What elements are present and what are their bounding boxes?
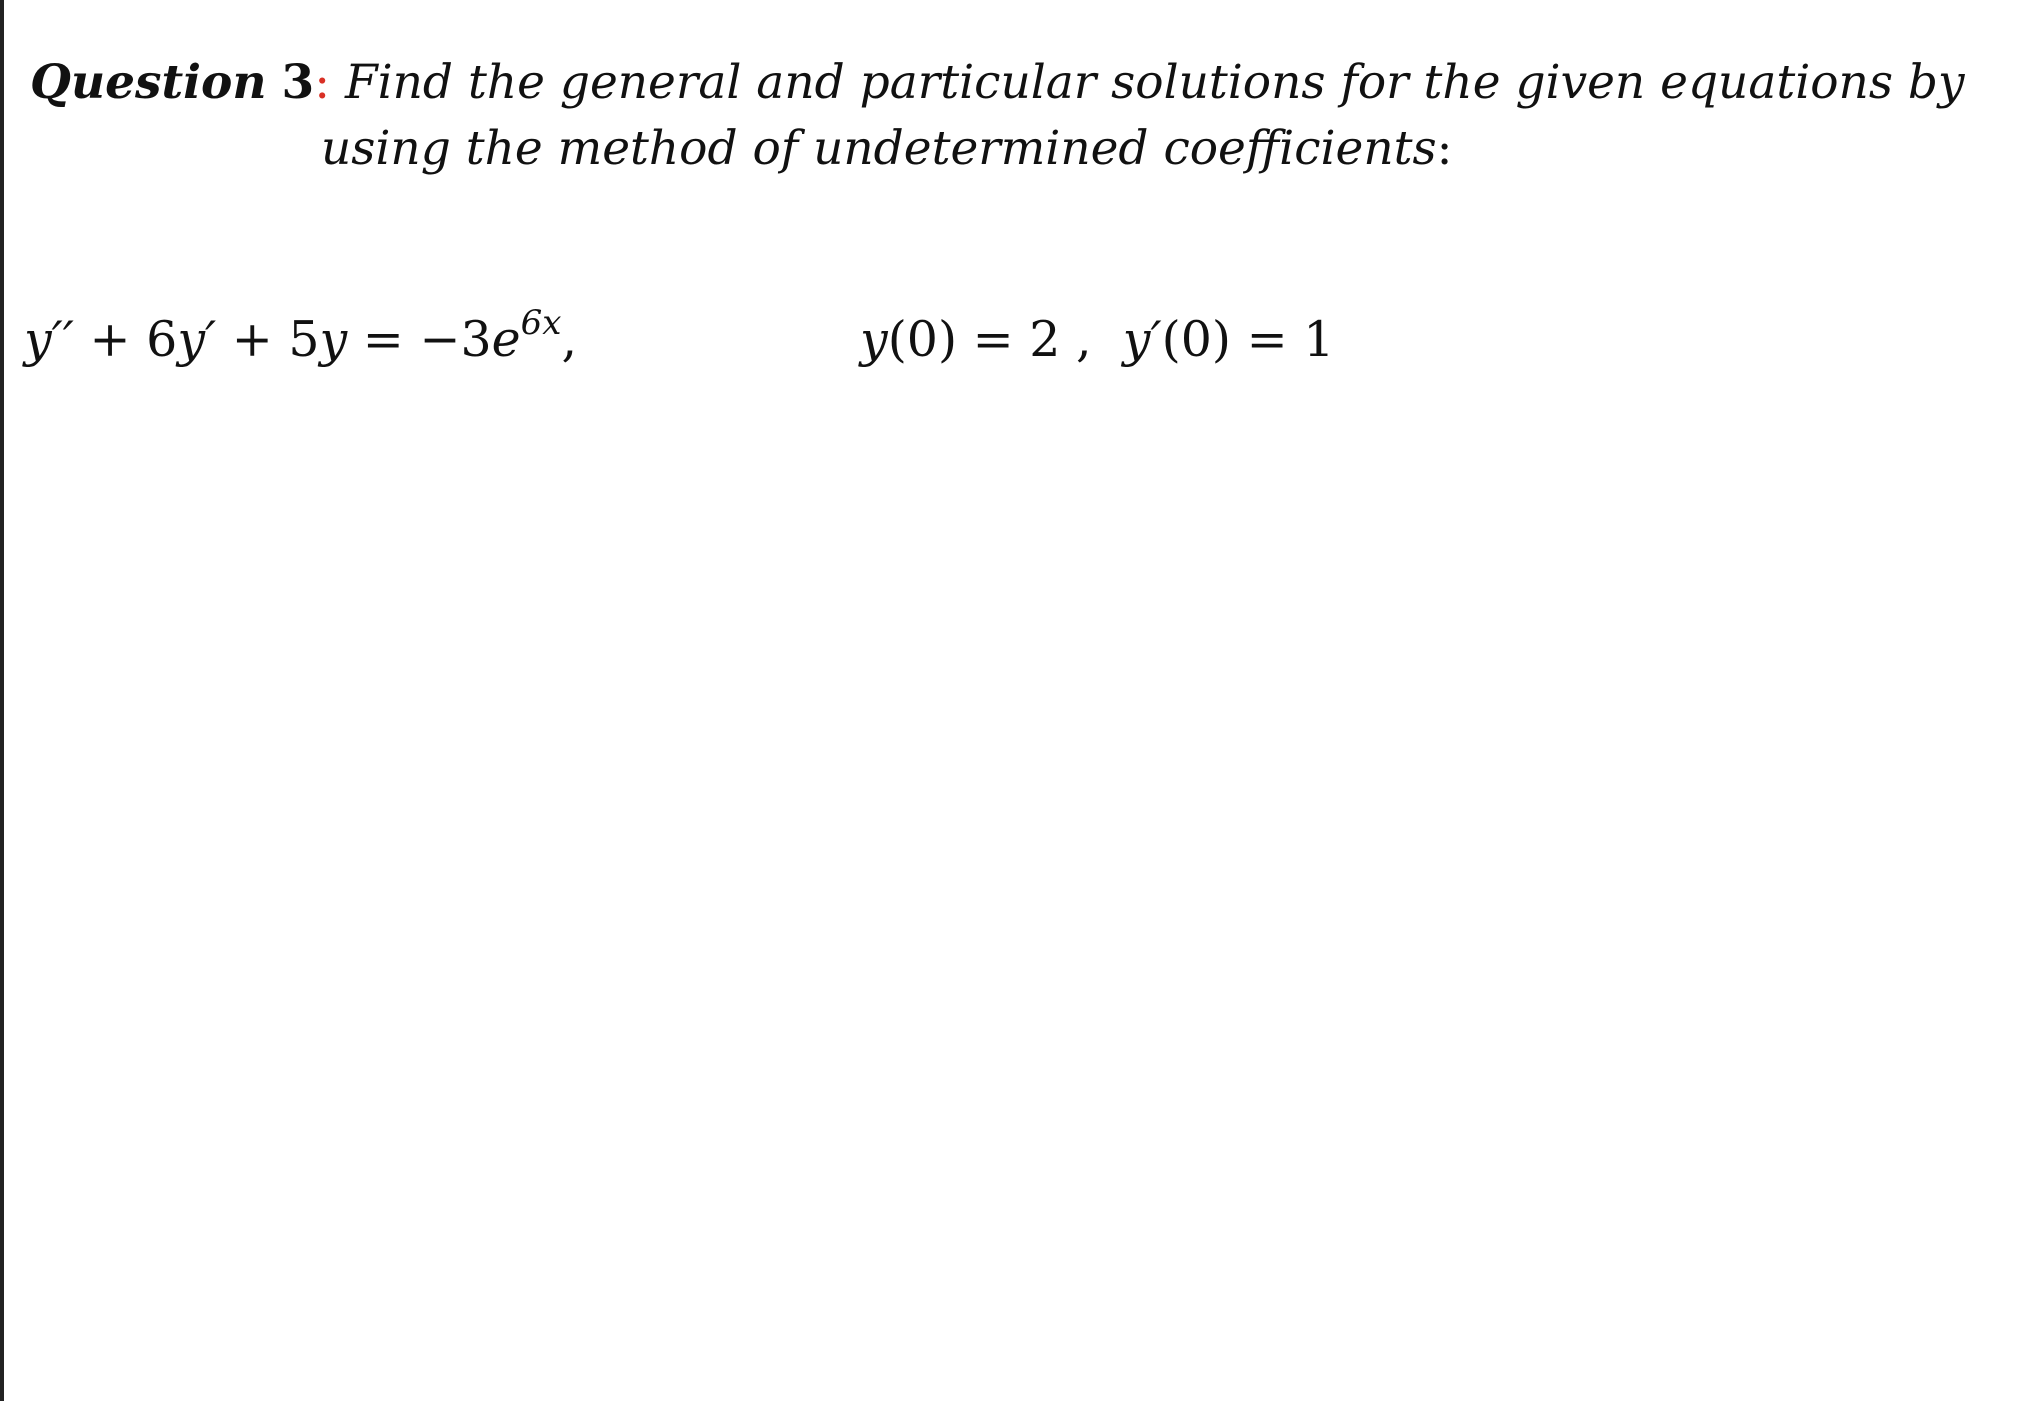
question-label: Question [30, 55, 267, 110]
question-prompt [30, 50, 1990, 182]
question-colon: : [314, 55, 331, 110]
ode-y-double-prime: y′′ [24, 311, 74, 368]
initial-conditions [860, 305, 1334, 375]
question-number: 3 [281, 55, 315, 110]
question-line-1 [30, 50, 1990, 116]
ode-y: y [319, 311, 348, 368]
ode-exponent: 6x [520, 303, 562, 343]
ic-y: y [860, 311, 888, 368]
ode-y-prime: y′ [177, 311, 217, 368]
question-text-line-2: using the method of undetermined coefficients [321, 121, 1437, 176]
ode-e: e [491, 311, 521, 368]
question-line-2 [30, 116, 1990, 182]
question-text-line-1: Find the general and particular solutions for the given equations by [345, 55, 1965, 110]
differential-equation [24, 305, 577, 375]
ode-equals-minus-three: = −3 [347, 311, 492, 368]
ic-y-value: (0) = 2 , [887, 311, 1123, 368]
ode-plus-five: + 5 [216, 311, 320, 368]
ic-y-prime-value: (0) = 1 [1161, 311, 1335, 368]
question-end-colon: : [1436, 121, 1453, 176]
ic-y-prime: y′ [1122, 311, 1162, 368]
ode-plus-six: + 6 [73, 311, 178, 368]
ode-comma: , [561, 311, 578, 368]
page-left-border [0, 0, 4, 1401]
